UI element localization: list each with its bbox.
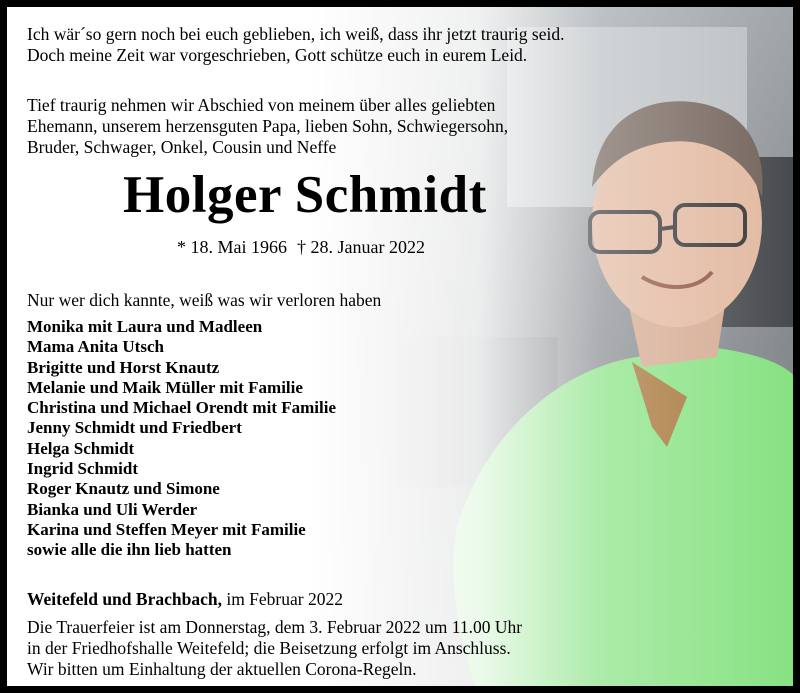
mourner: Melanie und Maik Müller mit Familie: [27, 377, 303, 397]
notice-line: in der Friedhofshalle Weitefeld; die Beisetzung erfolgt im Anschluss.: [27, 638, 511, 658]
mourner: Jenny Schmidt und Friedbert: [27, 418, 242, 438]
intro-text: [27, 95, 508, 158]
intro-line: Bruder, Schwager, Onkel, Cousin und Neffe: [27, 137, 337, 157]
intro-line: Ehemann, unserem herzensguten Papa, lieben Sohn, Schwiegersohn,: [27, 116, 509, 136]
deceased-name: Holger Schmidt: [123, 166, 487, 224]
birth-date: * 18. Mai 1966: [177, 237, 287, 257]
mourner: Mama Anita Utsch: [27, 337, 164, 357]
mourner: Christina und Michael Orendt mit Familie: [27, 398, 336, 418]
verse-line: Doch meine Zeit war vorgeschrieben, Gott schütze euch in eurem Leid.: [27, 45, 528, 65]
notice-line: Die Trauerfeier ist am Donnerstag, dem 3. Februar 2022 um 11.00 Uhr: [27, 617, 523, 637]
mourner: Monika mit Laura und Madleen: [27, 317, 263, 336]
mourner: sowie alle die ihn lieb hatten: [27, 540, 232, 560]
mourner: Karina und Steffen Meyer mit Familie: [27, 519, 306, 539]
place-date: [27, 589, 343, 610]
verse: [27, 24, 564, 66]
mourner: Roger Knautz und Simone: [27, 479, 220, 499]
place-location: Weitefeld und Brachbach,: [27, 589, 222, 609]
funeral-notice: [27, 617, 522, 680]
mourner: Bianka und Uli Werder: [27, 499, 198, 519]
intro-line: Tief traurig nehmen wir Abschied von meinem über alles geliebten: [27, 95, 496, 115]
mourners-list: [27, 317, 336, 561]
mourner: Ingrid Schmidt: [27, 459, 138, 479]
verse-line: Ich wär´so gern noch bei euch geblieben, ich weiß, dass ihr jetzt traurig seid.: [27, 24, 565, 44]
death-date: † 28. Januar 2022: [297, 237, 425, 257]
obituary-text: [27, 7, 793, 686]
life-dates: [177, 236, 435, 258]
mourner: Helga Schmidt: [27, 438, 135, 458]
mourner: Brigitte und Horst Knautz: [27, 357, 220, 377]
place-month: im Februar 2022: [221, 589, 343, 609]
motto: Nur wer dich kannte, weiß was wir verloren haben: [27, 290, 382, 310]
notice-line: Wir bitten um Einhaltung der aktuellen Corona-Regeln.: [27, 659, 417, 679]
